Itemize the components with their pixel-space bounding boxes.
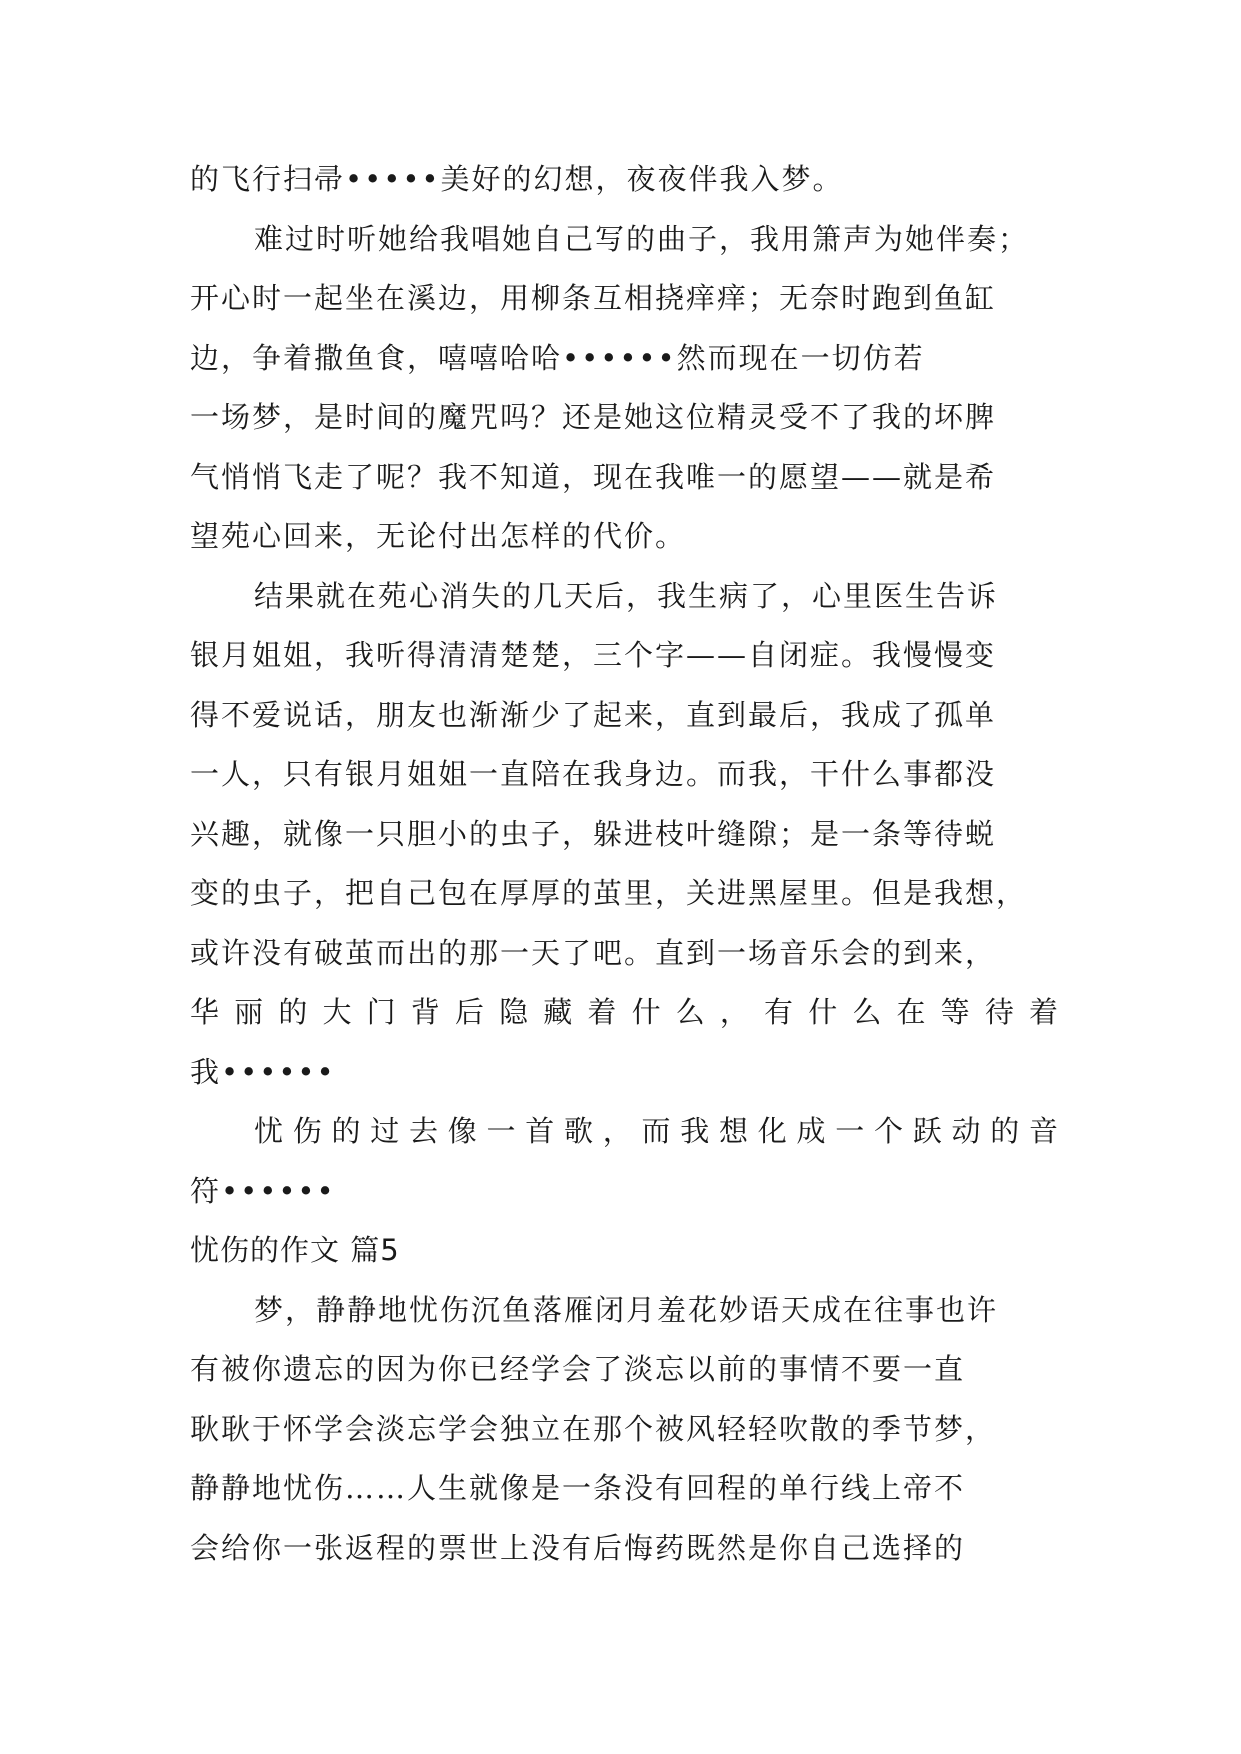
text-line: 符•••••• [190,1173,336,1208]
text-line: 有被你遗忘的因为你已经学会了淡忘以前的事情不要一直 [190,1352,966,1386]
text-line: 兴趣，就像一只胆小的虫子，躲进枝叶缝隙；是一条等待蜕 [190,816,997,851]
text-line: 银月姐姐，我听得清清楚楚，三个字——自闭症。我慢慢变 [190,638,997,672]
text-line: 一场梦，是时间的魔咒吗？还是她这位精灵受不了我的坏脾 [190,400,997,434]
justified-paragraph-start-line: 忧伤的过去像一首歌，而我想化成一个跃动的音 [254,1114,1060,1148]
text-line: 会给你一张返程的票世上没有后悔药既然是你自己选择的 [190,1530,966,1565]
text-line: 开心时一起坐在溪边，用柳条互相挠痒痒；无奈时跑到鱼缸 [190,281,997,315]
document-page [190,150,1060,1578]
text-line: 望苑心回来，无论付出怎样的代价。 [190,519,687,553]
text-line: 得不爱说话，朋友也渐渐少了起来，直到最后，我成了孤单 [190,697,997,732]
text-line: 一人，只有银月姐姐一直陪在我身边。而我，干什么事都没 [190,757,997,791]
text-line: 变的虫子，把自己包在厚厚的茧里，关进黑屋里。但是我想， [190,876,1028,910]
text-line: 气悄悄飞走了呢？我不知道，现在我唯一的愿望——就是希 [190,459,997,494]
paragraph-start-line: 梦，静静地忧伤沉鱼落雁闭月羞花妙语天成在往事也许 [254,1292,999,1327]
text-line: 耿耿于怀学会淡忘学会独立在那个被风轻轻吹散的季节梦， [190,1411,997,1446]
justified-text-line: 华丽的大门背后隐藏着什么，有什么在等待着 [190,995,1060,1029]
text-line: 我•••••• [190,1054,336,1089]
text-line: 静静地忧伤……人生就像是一条没有回程的单行线上帝不 [190,1471,966,1505]
section-heading: 忧伤的作文 篇5 [190,1233,400,1267]
text-line: 或许没有破茧而出的那一天了吧。直到一场音乐会的到来， [190,935,997,970]
text-line: 边，争着撒鱼食，嘻嘻哈哈••••••然而现在一切仿若 [190,340,925,375]
paragraph-start-line: 结果就在苑心消失的几天后，我生病了，心里医生告诉 [254,578,999,613]
paragraph-start-line: 难过时听她给我唱她自己写的曲子，我用箫声为她伴奏； [254,221,1030,256]
text-line: 的飞行扫帚•••••美好的幻想，夜夜伴我入梦。 [190,162,844,196]
